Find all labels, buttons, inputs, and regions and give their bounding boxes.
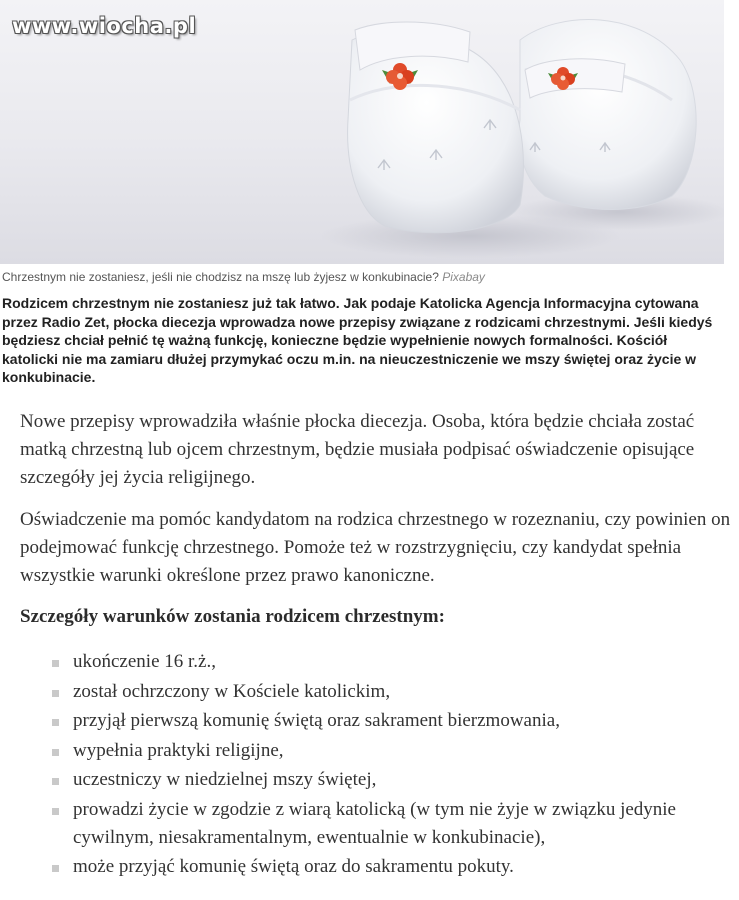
list-item-text: uczestniczy w niedzielnej mszy świętej, [73,769,377,790]
list-item [20,707,732,735]
baby-shoes-image [0,0,724,264]
list-item [20,737,732,765]
list-item-text: został ochrzczony w Kościele katolickim, [73,680,391,702]
paragraph: Nowe przepisy wprowadziła właśnie płocka diecezja. Osoba, która będzie chciała zostać matką chrzestną lub ojcem chrzestnym, będzie musiała podpisać oświadczenie opisujące szczegóły jej życia religijnego. [20,411,695,488]
square-bullet-icon [52,865,59,872]
article-photo [0,0,724,264]
article-body [20,408,732,883]
photo-caption [2,269,722,285]
caption-text: Chrzestnym nie zostaniesz, jeśli nie chodzisz na mszę lub żyjesz w konkubinacie? [2,270,439,284]
list-item [20,678,732,706]
list-item [20,766,732,794]
square-bullet-icon [52,660,59,667]
list-item [20,648,732,676]
square-bullet-icon [52,690,59,697]
square-bullet-icon [52,719,59,726]
list-item-text: ukończenie 16 r.ż., [73,651,216,672]
list-item [20,853,732,881]
list-item-text: przyjął pierwszą komunię świętą oraz sakrament bierzmowania, [73,710,560,731]
list-item-text: może przyjąć komunię świętą oraz do sakramentu pokuty. [73,856,514,877]
square-bullet-icon [52,808,59,815]
photo-credit: Pixabay [442,270,485,284]
list-item [20,796,732,852]
square-bullet-icon [52,749,59,756]
site-watermark: www.wiocha.pl [12,14,197,38]
paragraph: Oświadczenie ma pomóc kandydatom na rodzica chrzestnego w rozeznaniu, czy powinien on podejmować funkcję chrzestnego. Pomoże też w rozstrzygnięciu, czy kandydat spełnia wszystkie warunki określone przez prawo kanoniczne. [20,509,731,586]
list-item-text: prowadzi życie w zgodzie z wiarą katolicką (w tym nie żyje w związku jedynie cywilnym, niesakramentalnym, ewentualnie w konkubinacie), [73,798,676,848]
conditions-heading: Szczegóły warunków zostania rodzicem chrzestnym: [20,606,445,627]
conditions-list [20,648,732,881]
article-lead: Rodzicem chrzestnym nie zostaniesz już tak łatwo. Jak podaje Katolicka Agencja Informacyjna cytowana przez Radio Zet, płocka diecezja wprowadza nowe przepisy związane z rodzicami chrzestnymi. Jeśli kiedyś będziesz chciał pełnić tę ważną funkcję, konieczne będzie wypełnienie nowych formalności. Kościół katolicki nie ma zamiaru dłużej przymykać oczu m.in. na nieuczestniczenie we mszy świętej oraz życie w konkubinacie. [2,295,713,386]
square-bullet-icon [52,778,59,785]
list-item-text: wypełnia praktyki religijne, [73,739,284,761]
